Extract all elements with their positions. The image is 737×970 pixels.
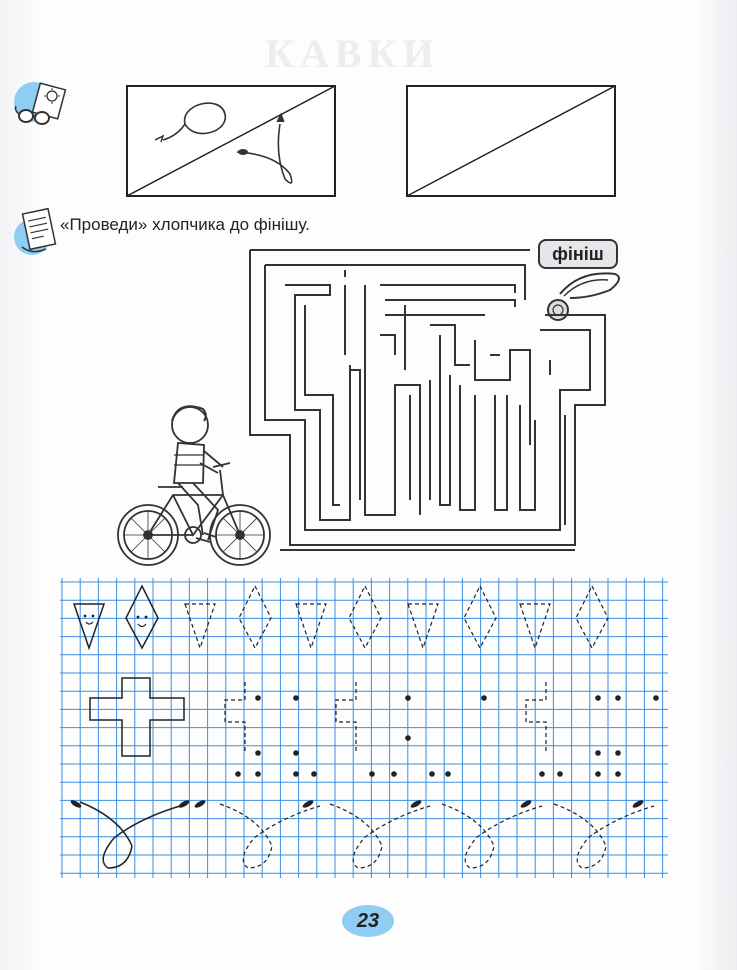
- grid-dot: [481, 695, 487, 701]
- dashed-trace: [408, 604, 438, 648]
- grid-dot: [369, 771, 375, 777]
- trace-box-example: [125, 84, 337, 198]
- maze[interactable]: [245, 245, 625, 560]
- copy-grid[interactable]: [60, 578, 670, 880]
- dashed-trace: [225, 682, 245, 754]
- grid-dot: [539, 771, 545, 777]
- grid-dot: [615, 771, 621, 777]
- dashed-trace: [526, 682, 546, 754]
- grid-dot: [255, 750, 261, 756]
- grid-dot: [293, 750, 299, 756]
- grid-dot: [405, 735, 411, 741]
- grid-dot: [405, 695, 411, 701]
- grid-dot: [391, 771, 397, 777]
- page-number: 23: [356, 910, 380, 932]
- finish-label: фініш: [538, 239, 618, 269]
- grid-dot: [615, 695, 621, 701]
- grid-dot: [653, 695, 659, 701]
- grid-dot: [235, 771, 241, 777]
- dashed-trace: [576, 586, 608, 648]
- grid-dot: [557, 771, 563, 777]
- page-number-badge: [340, 902, 396, 940]
- dashed-trace: [296, 604, 326, 648]
- grid-dot: [429, 771, 435, 777]
- grid-dot: [445, 771, 451, 777]
- grid-dot: [255, 771, 261, 777]
- dashed-trace: [220, 804, 320, 868]
- grid-dot: [293, 771, 299, 777]
- grid-dot: [311, 771, 317, 777]
- instruction-text: «Проведи» хлопчика до фінішу.: [60, 215, 310, 234]
- grid-dot: [293, 695, 299, 701]
- dashed-trace: [554, 804, 654, 868]
- grid-dot: [595, 750, 601, 756]
- grid-dot: [615, 750, 621, 756]
- scroll-icon: [12, 205, 60, 263]
- dashed-trace: [330, 804, 430, 868]
- grid-dot: [595, 771, 601, 777]
- boy-on-bicycle: [108, 395, 276, 575]
- trace-box-empty: [405, 84, 617, 198]
- glasses-icon: [12, 80, 68, 130]
- dashed-trace: [349, 586, 381, 648]
- grid-dot: [255, 695, 261, 701]
- grid-dot: [595, 695, 601, 701]
- dashed-trace: [464, 586, 496, 648]
- dashed-trace: [442, 804, 542, 868]
- watermark-title: КАВКИ: [265, 31, 440, 76]
